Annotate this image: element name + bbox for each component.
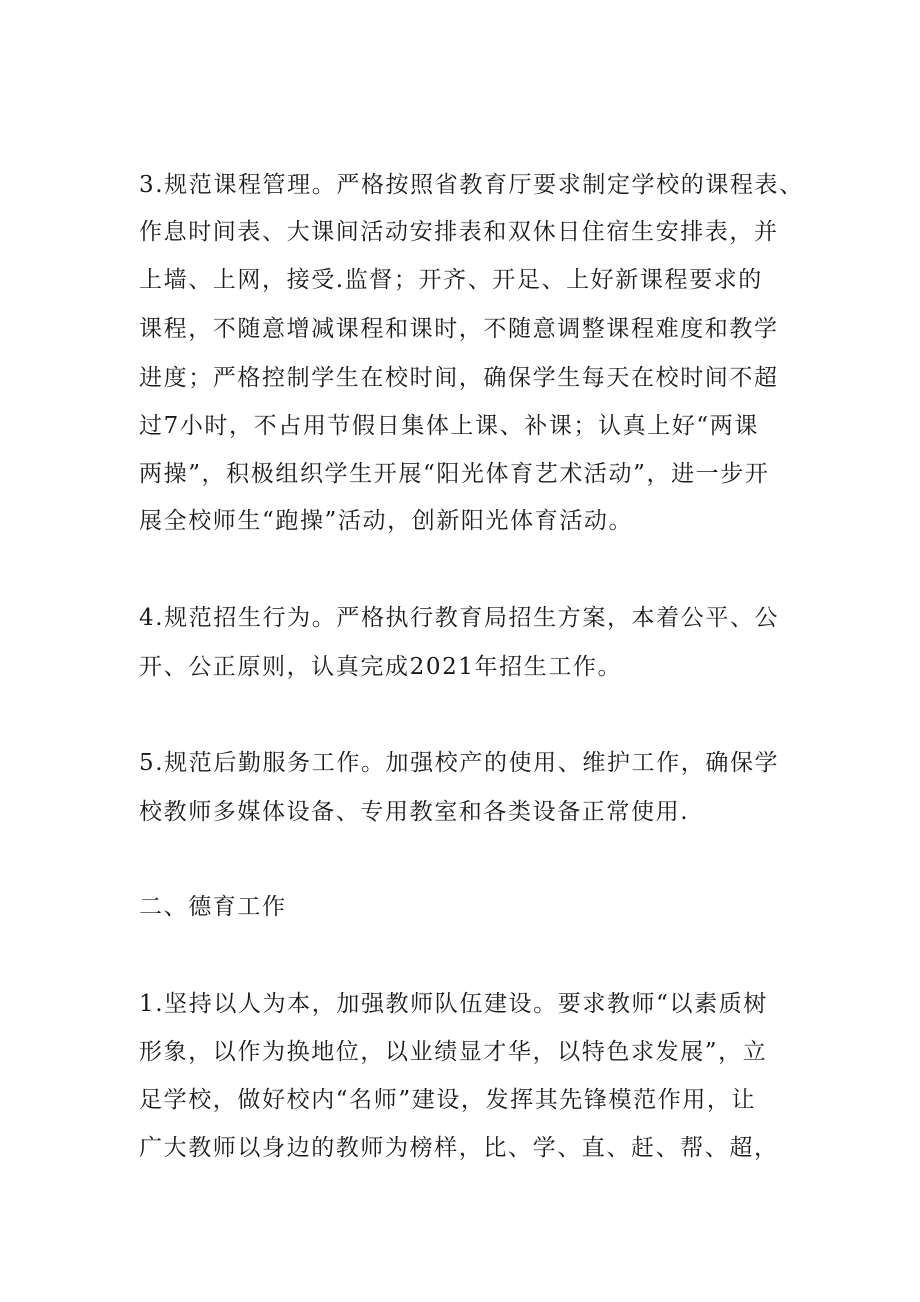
text-line: 5.规范后勤服务工作。加强校产的使用、维护工作，确保学 — [139, 750, 780, 776]
text-line: 3.规范课程管理。严格按照省教育厅要求制定学校的课程表、 — [139, 172, 804, 198]
text-line: 开、公正原则，认真完成2021年招生工作。 — [139, 654, 623, 680]
text-line: 校教师多媒体设备、专用教室和各类设备正常使用. — [139, 799, 690, 825]
text-line: 形象，以作为换地位，以业绩显才华，以特色求发展”，立 — [139, 1039, 768, 1065]
text-line: 作息时间表、大课间活动安排表和双休日住宿生安排表，并 — [139, 219, 779, 245]
text-line: 足学校，做好校内“名师”建设，发挥其先锋模范作用，让 — [139, 1087, 757, 1113]
text-line: 课程，不随意增减课程和课时，不随意调整课程难度和教学 — [139, 316, 779, 342]
text-line: 广大教师以身边的教师为榜样，比、学、直、赶、帮、超， — [139, 1135, 779, 1161]
text-line: 两操”，积极组织学生开展“阳光体育艺术活动”，进一步开 — [139, 461, 770, 487]
section-heading-moral-education: 二、德育工作 — [139, 894, 287, 920]
text-line: 1.坚持以人为本，加强教师队伍建设。要求教师“以素质树 — [139, 991, 768, 1017]
text-line: 4.规范招生行为。严格执行教育局招生方案，本着公平、公 — [139, 605, 780, 631]
text-line: 进度；严格控制学生在校时间，确保学生每天在校时间不超 — [139, 365, 779, 391]
text-line: 上墙、上网，接受.监督；开齐、开足、上好新课程要求的 — [139, 267, 763, 293]
text-line: 展全校师生“跑操”活动，创新阳光体育活动。 — [139, 508, 634, 534]
text-line: 过7小时，不占用节假日集体上课、补课；认真上好“两课 — [139, 413, 759, 439]
